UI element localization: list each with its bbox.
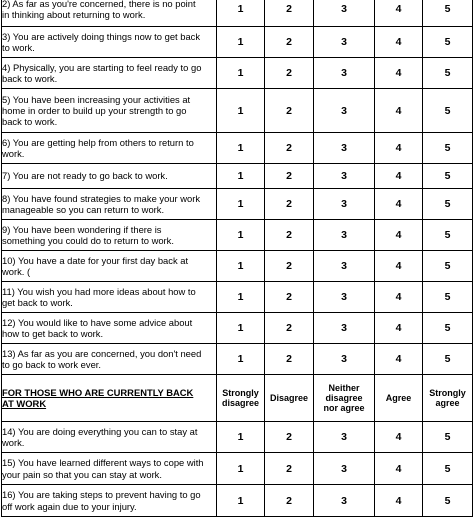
header-strongly-agree <box>423 375 473 422</box>
rating-option-5[interactable]: 5 <box>423 27 473 58</box>
question-text-line: to go back to work ever. <box>2 359 102 370</box>
rating-option-1[interactable]: 1 <box>217 0 265 27</box>
rating-option-3[interactable]: 3 <box>314 220 375 251</box>
question-text-line: manageable so you can return to work. <box>2 204 165 215</box>
items-part-1 <box>2 0 473 375</box>
question-row <box>2 453 473 485</box>
header-line: disagree <box>325 393 363 403</box>
question-text <box>2 89 217 133</box>
rating-option-1[interactable]: 1 <box>217 344 265 375</box>
rating-option-5[interactable]: 5 <box>423 89 473 133</box>
question-text-line: off work again due to your injury. <box>2 500 137 512</box>
header-line: Strongly <box>429 388 466 398</box>
rating-option-5[interactable]: 5 <box>423 485 473 517</box>
question-text-line: 15) You have learned different ways to cope with <box>2 457 204 469</box>
question-row <box>2 89 473 133</box>
rating-option-1[interactable]: 1 <box>217 313 265 344</box>
question-text <box>2 313 217 344</box>
question-text <box>2 220 217 251</box>
items-part-2 <box>2 422 473 517</box>
question-text-line: work. <box>2 148 25 159</box>
question-text-line: something you could do to return to work. <box>2 235 174 246</box>
rating-option-5[interactable]: 5 <box>423 282 473 313</box>
question-text-line: home in order to build up your strength to go <box>2 104 187 116</box>
question-text-line: 2) As far as you're concerned, there is no point <box>2 0 196 9</box>
rating-option-1[interactable]: 1 <box>217 189 265 220</box>
rating-option-4[interactable]: 4 <box>375 220 423 251</box>
question-text-line: 13) As far as you are concerned, you don't need <box>2 347 202 359</box>
section-title-line: FOR THOSE WHO ARE CURRENTLY BACK <box>2 386 194 398</box>
question-text-line: 12) You would like to have some advice about <box>2 316 193 328</box>
rating-option-1[interactable]: 1 <box>217 164 265 189</box>
rating-option-1[interactable]: 1 <box>217 251 265 282</box>
header-neither <box>314 375 375 422</box>
rating-option-5[interactable]: 5 <box>423 251 473 282</box>
question-row <box>2 344 473 375</box>
rating-option-4[interactable]: 4 <box>375 58 423 89</box>
question-text-line: 10) You have a date for your first day back at <box>2 254 189 266</box>
question-text-line: 4) Physically, you are starting to feel ready to go <box>2 61 202 73</box>
question-text <box>2 344 217 375</box>
question-text-line: work. <box>2 437 25 448</box>
question-text <box>2 422 217 453</box>
rating-option-3[interactable]: 3 <box>314 485 375 517</box>
rating-option-5[interactable]: 5 <box>423 0 473 27</box>
rating-option-2[interactable]: 2 <box>265 453 314 485</box>
question-row <box>2 133 473 164</box>
question-text <box>2 0 217 27</box>
rating-option-4[interactable]: 4 <box>375 313 423 344</box>
rating-option-3[interactable]: 3 <box>314 282 375 313</box>
rating-option-2[interactable]: 2 <box>265 422 314 453</box>
header-disagree <box>265 375 314 422</box>
question-row <box>2 189 473 220</box>
rating-option-1[interactable]: 1 <box>217 485 265 517</box>
header-line: Agree <box>385 393 412 403</box>
rating-option-3[interactable]: 3 <box>314 0 375 27</box>
question-text-line: 5) You have been increasing your activities at <box>2 93 191 105</box>
rating-option-5[interactable]: 5 <box>423 220 473 251</box>
rating-option-2[interactable]: 2 <box>265 485 314 517</box>
question-row <box>2 313 473 344</box>
rating-option-1[interactable]: 1 <box>217 133 265 164</box>
rating-option-4[interactable]: 4 <box>375 0 423 27</box>
rating-option-5[interactable]: 5 <box>423 344 473 375</box>
rating-option-1[interactable]: 1 <box>217 453 265 485</box>
question-row <box>2 164 473 189</box>
header-strongly-disagree <box>217 375 265 422</box>
rating-option-1[interactable]: 1 <box>217 89 265 133</box>
question-text <box>2 189 217 220</box>
question-row <box>2 282 473 313</box>
section-currently-back-at-work <box>2 375 473 422</box>
rating-option-3[interactable]: 3 <box>314 344 375 375</box>
rating-option-2[interactable]: 2 <box>265 313 314 344</box>
rating-option-4[interactable]: 4 <box>375 344 423 375</box>
header-line: agree <box>435 398 460 408</box>
question-text-line: back to work. <box>2 116 58 128</box>
section-header-row <box>2 375 473 422</box>
question-text-line: 3) You are actively doing things now to get back <box>2 30 201 42</box>
rating-option-4[interactable]: 4 <box>375 89 423 133</box>
rating-option-2[interactable]: 2 <box>265 133 314 164</box>
header-agree <box>375 375 423 422</box>
rating-option-4[interactable]: 4 <box>375 164 423 189</box>
header-line: Neither <box>328 383 360 393</box>
rating-option-3[interactable]: 3 <box>314 133 375 164</box>
question-text-line: work. ( <box>2 266 31 277</box>
rating-option-5[interactable]: 5 <box>423 313 473 344</box>
question-text <box>2 58 217 89</box>
rating-option-4[interactable]: 4 <box>375 251 423 282</box>
question-text-line: 16) You are taking steps to prevent having to go <box>2 489 201 501</box>
question-text-line: 7) You are not ready to go back to work. <box>2 170 168 182</box>
question-text-line: how to get back to work. <box>2 328 104 339</box>
rating-option-4[interactable]: 4 <box>375 189 423 220</box>
rating-option-3[interactable]: 3 <box>314 58 375 89</box>
question-text-line: in thinking about returning to work. <box>2 9 146 20</box>
rating-option-1[interactable]: 1 <box>217 27 265 58</box>
rating-option-3[interactable]: 3 <box>314 189 375 220</box>
question-text <box>2 282 217 313</box>
question-row <box>2 220 473 251</box>
header-line: disagree <box>221 398 260 408</box>
question-row <box>2 0 473 27</box>
header-line: Disagree <box>269 393 309 403</box>
rating-option-4[interactable]: 4 <box>375 282 423 313</box>
question-text-line: to work. <box>2 42 35 53</box>
rating-option-4[interactable]: 4 <box>375 133 423 164</box>
rating-option-3[interactable]: 3 <box>314 422 375 453</box>
rating-option-5[interactable]: 5 <box>423 453 473 485</box>
question-text-line: 14) You are doing everything you can to stay at <box>2 425 198 437</box>
rating-option-1[interactable]: 1 <box>217 58 265 89</box>
question-text-line: get back to work. <box>2 297 73 308</box>
question-text-line: 6) You are getting help from others to return to <box>2 136 194 148</box>
question-text <box>2 27 217 58</box>
rating-option-2[interactable]: 2 <box>265 89 314 133</box>
rating-option-1[interactable]: 1 <box>217 282 265 313</box>
rating-option-2[interactable]: 2 <box>265 58 314 89</box>
rating-option-5[interactable]: 5 <box>423 422 473 453</box>
rating-option-2[interactable]: 2 <box>265 27 314 58</box>
rating-option-2[interactable]: 2 <box>265 0 314 27</box>
rating-option-4[interactable]: 4 <box>375 485 423 517</box>
rating-option-5[interactable]: 5 <box>423 164 473 189</box>
question-row <box>2 58 473 89</box>
question-row <box>2 422 473 453</box>
rating-option-4[interactable]: 4 <box>375 27 423 58</box>
question-text-line: 11) You wish you had more ideas about how to <box>2 285 196 297</box>
questionnaire-table <box>1 0 473 517</box>
rating-option-1[interactable]: 1 <box>217 422 265 453</box>
rating-option-3[interactable]: 3 <box>314 453 375 485</box>
rating-option-1[interactable]: 1 <box>217 220 265 251</box>
rating-option-3[interactable]: 3 <box>314 164 375 189</box>
rating-option-3[interactable]: 3 <box>314 313 375 344</box>
rating-option-2[interactable]: 2 <box>265 164 314 189</box>
question-text-line: your pain so that you can stay at work. <box>2 468 162 480</box>
question-text-line: back to work. <box>2 73 58 84</box>
question-text <box>2 453 217 485</box>
rating-option-2[interactable]: 2 <box>265 251 314 282</box>
question-row <box>2 27 473 58</box>
question-text <box>2 251 217 282</box>
question-text <box>2 133 217 164</box>
question-row <box>2 251 473 282</box>
question-row <box>2 485 473 517</box>
header-line: Strongly <box>222 388 259 398</box>
rating-option-4[interactable]: 4 <box>375 453 423 485</box>
rating-option-2[interactable]: 2 <box>265 344 314 375</box>
rating-option-3[interactable]: 3 <box>314 89 375 133</box>
rating-option-2[interactable]: 2 <box>265 220 314 251</box>
section-title <box>2 375 217 422</box>
rating-option-3[interactable]: 3 <box>314 251 375 282</box>
rating-option-3[interactable]: 3 <box>314 27 375 58</box>
rating-option-4[interactable]: 4 <box>375 422 423 453</box>
rating-option-2[interactable]: 2 <box>265 282 314 313</box>
rating-option-5[interactable]: 5 <box>423 58 473 89</box>
section-title-line: AT WORK <box>2 398 47 409</box>
question-text-line: 8) You have found strategies to make your work <box>2 192 201 204</box>
question-text <box>2 485 217 517</box>
rating-option-5[interactable]: 5 <box>423 133 473 164</box>
rating-option-2[interactable]: 2 <box>265 189 314 220</box>
header-line: nor agree <box>323 403 365 413</box>
question-text <box>2 164 217 189</box>
rating-option-5[interactable]: 5 <box>423 189 473 220</box>
question-text-line: 9) You have been wondering if there is <box>2 223 162 235</box>
